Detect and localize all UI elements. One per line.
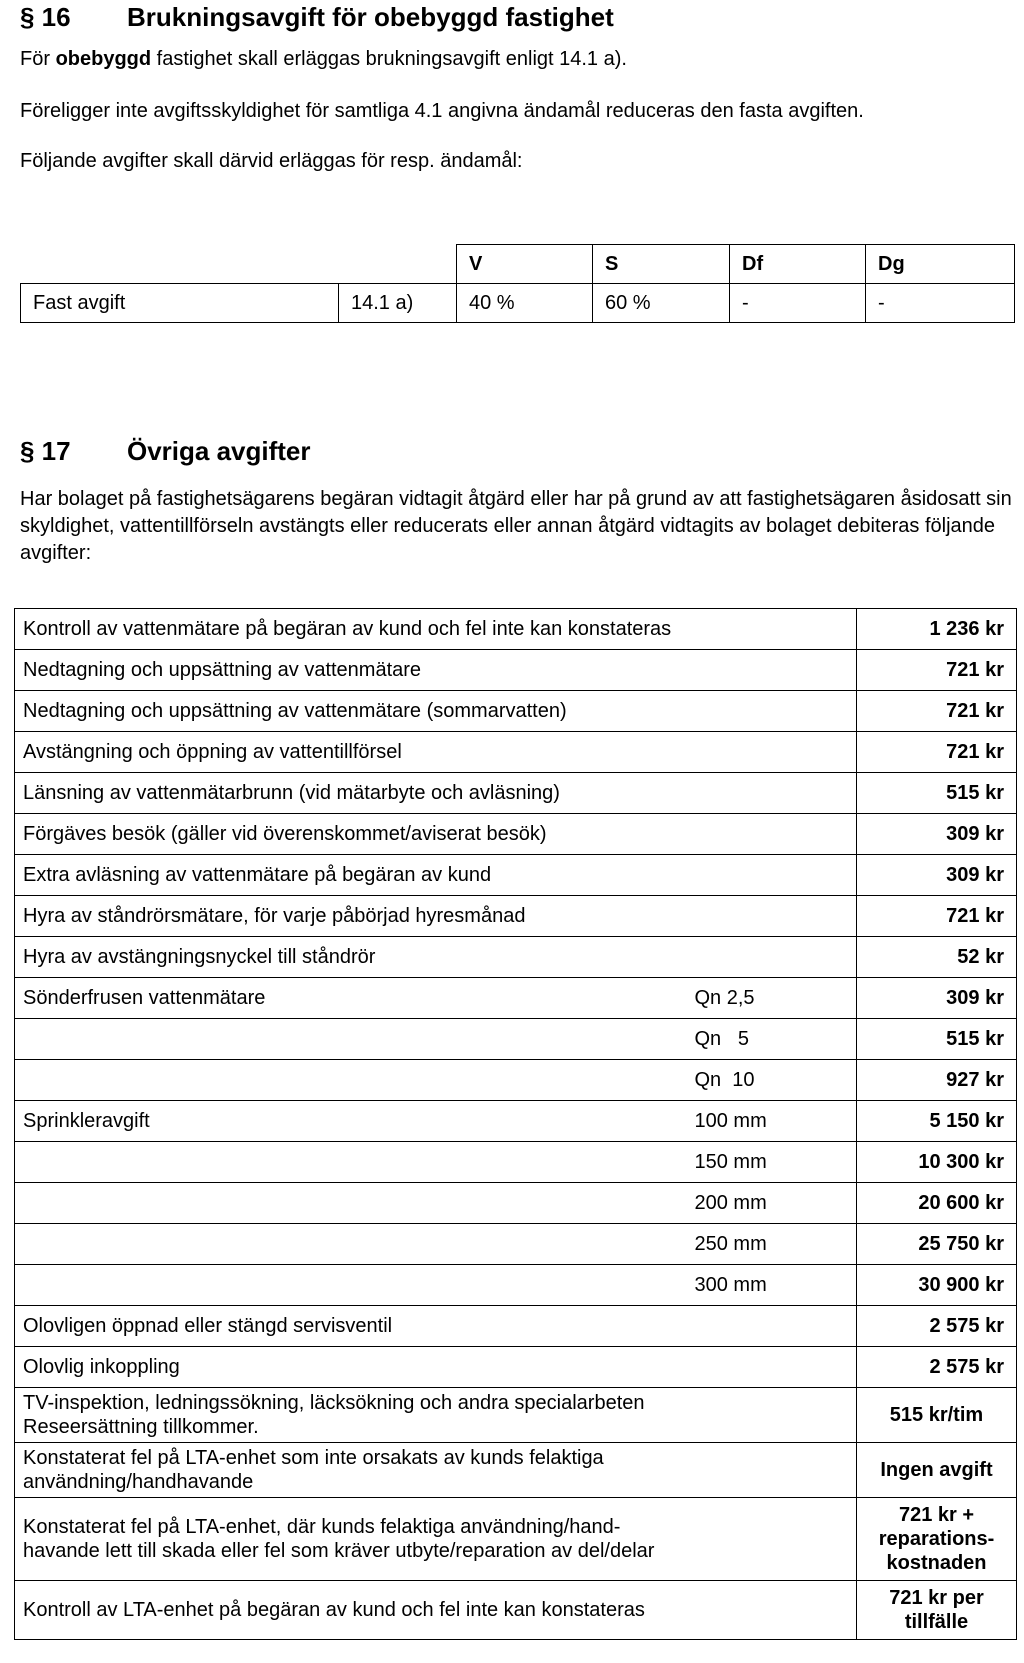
fee-size: 250 mm <box>687 1224 857 1265</box>
fee-price: 309 kr <box>857 855 1017 896</box>
fee-size <box>687 1581 857 1640</box>
fee-price: 515 kr <box>857 1019 1017 1060</box>
fee-row <box>15 1019 1017 1060</box>
p1-post: fastighet skall erläggas brukningsavgift enligt 14.1 a). <box>151 48 627 70</box>
share-table-row <box>21 284 1015 323</box>
fee-size: Qn 10 <box>687 1060 857 1101</box>
fee-price: 515 kr <box>857 773 1017 814</box>
p1-pre: För <box>20 48 56 70</box>
fee-size: 200 mm <box>687 1183 857 1224</box>
fee-description <box>15 1265 687 1306</box>
fee-description: Konstaterat fel på LTA-enhet som inte orsakats av kunds felaktiga användning/handhavande <box>15 1443 687 1498</box>
fee-price: 5 150 kr <box>857 1101 1017 1142</box>
fee-row <box>15 691 1017 732</box>
fee-price: 721 kr + reparations-kostnaden <box>857 1498 1017 1581</box>
fee-price: 721 kr <box>857 896 1017 937</box>
fee-row <box>15 1224 1017 1265</box>
fee-description <box>15 1224 687 1265</box>
share-table <box>20 244 1015 323</box>
fee-row <box>15 1265 1017 1306</box>
fee-row <box>15 937 1017 978</box>
fee-description: Sprinkleravgift <box>15 1101 687 1142</box>
fee-description: Avstängning och öppning av vattentillförsel <box>15 732 687 773</box>
fee-table-body <box>15 609 1017 1640</box>
fee-description: Sönderfrusen vattenmätare <box>15 978 687 1019</box>
section-16 <box>20 0 1012 314</box>
fee-size: 150 mm <box>687 1142 857 1183</box>
fee-price: 1 236 kr <box>857 609 1017 650</box>
fee-description: Förgäves besök (gäller vid överenskommet/aviserat besök) <box>15 814 687 855</box>
fee-size <box>687 814 857 855</box>
share-header-v: V <box>457 245 593 284</box>
fee-row <box>15 1060 1017 1101</box>
p1-bold: obebyggd <box>55 48 152 70</box>
fee-row <box>15 814 1017 855</box>
fee-description: Länsning av vattenmätarbrunn (vid mätarbyte och avläsning) <box>15 773 687 814</box>
fee-size <box>687 609 857 650</box>
section-17 <box>20 436 1012 1633</box>
fee-row <box>15 650 1017 691</box>
fee-price: 309 kr <box>857 978 1017 1019</box>
fee-description: Kontroll av vattenmätare på begäran av kund och fel inte kan konstateras <box>15 609 687 650</box>
fee-size <box>687 896 857 937</box>
share-row-ref: 14.1 a) <box>339 284 457 323</box>
fee-size: Qn 2,5 <box>687 978 857 1019</box>
fee-description: Hyra av ståndrörsmätare, för varje påbörjad hyresmånad <box>15 896 687 937</box>
fee-row <box>15 1306 1017 1347</box>
fee-price: 25 750 kr <box>857 1224 1017 1265</box>
fee-price: 2 575 kr <box>857 1347 1017 1388</box>
fee-row <box>15 1581 1017 1640</box>
section-16-paragraph-1 <box>20 46 1012 73</box>
fee-size <box>687 855 857 896</box>
fee-description: Nedtagning och uppsättning av vattenmätare <box>15 650 687 691</box>
fee-price: 721 kr <box>857 732 1017 773</box>
share-row-label: Fast avgift <box>21 284 339 323</box>
fee-price: 52 kr <box>857 937 1017 978</box>
fee-size <box>687 1347 857 1388</box>
section-16-title: Brukningsavgift för obebyggd fastighet <box>127 2 614 32</box>
section-16-paragraph-2: Föreligger inte avgiftsskyldighet för samtliga 4.1 angivna ändamål reduceras den fasta avgiften. <box>20 100 864 122</box>
fee-row <box>15 1183 1017 1224</box>
fee-price: 515 kr/tim <box>857 1388 1017 1443</box>
fee-price: 309 kr <box>857 814 1017 855</box>
fee-description <box>15 1183 687 1224</box>
fee-row <box>15 1101 1017 1142</box>
fee-price: 2 575 kr <box>857 1306 1017 1347</box>
fee-size <box>687 773 857 814</box>
fee-size <box>687 1388 857 1443</box>
fee-row <box>15 609 1017 650</box>
fee-size <box>687 1443 857 1498</box>
fee-size: 300 mm <box>687 1265 857 1306</box>
fee-size <box>687 1498 857 1581</box>
share-header-df: Df <box>730 245 866 284</box>
share-table-header <box>21 245 1015 284</box>
fee-row <box>15 773 1017 814</box>
fee-size <box>687 1306 857 1347</box>
section-16-paragraph-3: Följande avgifter skall därvid erläggas för resp. ändamål: <box>20 150 523 172</box>
fee-price: 927 kr <box>857 1060 1017 1101</box>
fee-price: 30 900 kr <box>857 1265 1017 1306</box>
fee-row <box>15 896 1017 937</box>
share-header-dg: Dg <box>866 245 1015 284</box>
fee-description <box>15 1060 687 1101</box>
fee-price: 10 300 kr <box>857 1142 1017 1183</box>
fee-row <box>15 978 1017 1019</box>
fee-description <box>15 1019 687 1060</box>
share-value-dg: - <box>866 284 1015 323</box>
fee-description: Hyra av avstängningsnyckel till ståndrör <box>15 937 687 978</box>
section-16-heading <box>20 0 1012 33</box>
share-value-s: 60 % <box>593 284 730 323</box>
fee-size <box>687 691 857 732</box>
fee-table <box>14 608 1017 1640</box>
share-header-s: S <box>593 245 730 284</box>
fee-size <box>687 650 857 691</box>
fee-size: Qn 5 <box>687 1019 857 1060</box>
fee-size <box>687 937 857 978</box>
fee-description: Konstaterat fel på LTA-enhet, där kunds felaktiga användning/hand-havande lett till skada eller fel som kräver utbyte/reparation av del/delar <box>15 1498 687 1581</box>
section-17-title: Övriga avgifter <box>127 436 311 466</box>
section-16-number: § 16 <box>20 2 71 32</box>
fee-row <box>15 1443 1017 1498</box>
fee-price: 20 600 kr <box>857 1183 1017 1224</box>
fee-row <box>15 855 1017 896</box>
fee-description <box>15 1142 687 1183</box>
fee-price: 721 kr <box>857 650 1017 691</box>
section-17-heading <box>20 436 1012 467</box>
fee-price: 721 kr per tillfälle <box>857 1581 1017 1640</box>
fee-row <box>15 1388 1017 1443</box>
fee-size <box>687 732 857 773</box>
fee-row <box>15 1347 1017 1388</box>
fee-description: Extra avläsning av vattenmätare på begäran av kund <box>15 855 687 896</box>
section-17-number: § 17 <box>20 436 71 466</box>
fee-description: Olovligen öppnad eller stängd servisventil <box>15 1306 687 1347</box>
fee-price: Ingen avgift <box>857 1443 1017 1498</box>
fee-description: Olovlig inkoppling <box>15 1347 687 1388</box>
section-17-intro: Har bolaget på fastighetsägarens begäran vidtagit åtgärd eller har på grund av att fastighetsägaren åsidosatt sin skyldighet, vattentillförseln avstängts eller reducerats eller annan åtgärd vidtagits av bolaget debiteras följande avgifter: <box>20 488 1012 564</box>
share-value-df: - <box>730 284 866 323</box>
share-value-v: 40 % <box>457 284 593 323</box>
fee-row <box>15 1142 1017 1183</box>
fee-description: Nedtagning och uppsättning av vattenmätare (sommarvatten) <box>15 691 687 732</box>
fee-price: 721 kr <box>857 691 1017 732</box>
fee-description: TV-inspektion, ledningssökning, läcksökning och andra specialarbeten Reseersättning tillkommer. <box>15 1388 687 1443</box>
fee-row <box>15 732 1017 773</box>
fee-row <box>15 1498 1017 1581</box>
fee-size: 100 mm <box>687 1101 857 1142</box>
fee-description: Kontroll av LTA-enhet på begäran av kund och fel inte kan konstateras <box>15 1581 687 1640</box>
